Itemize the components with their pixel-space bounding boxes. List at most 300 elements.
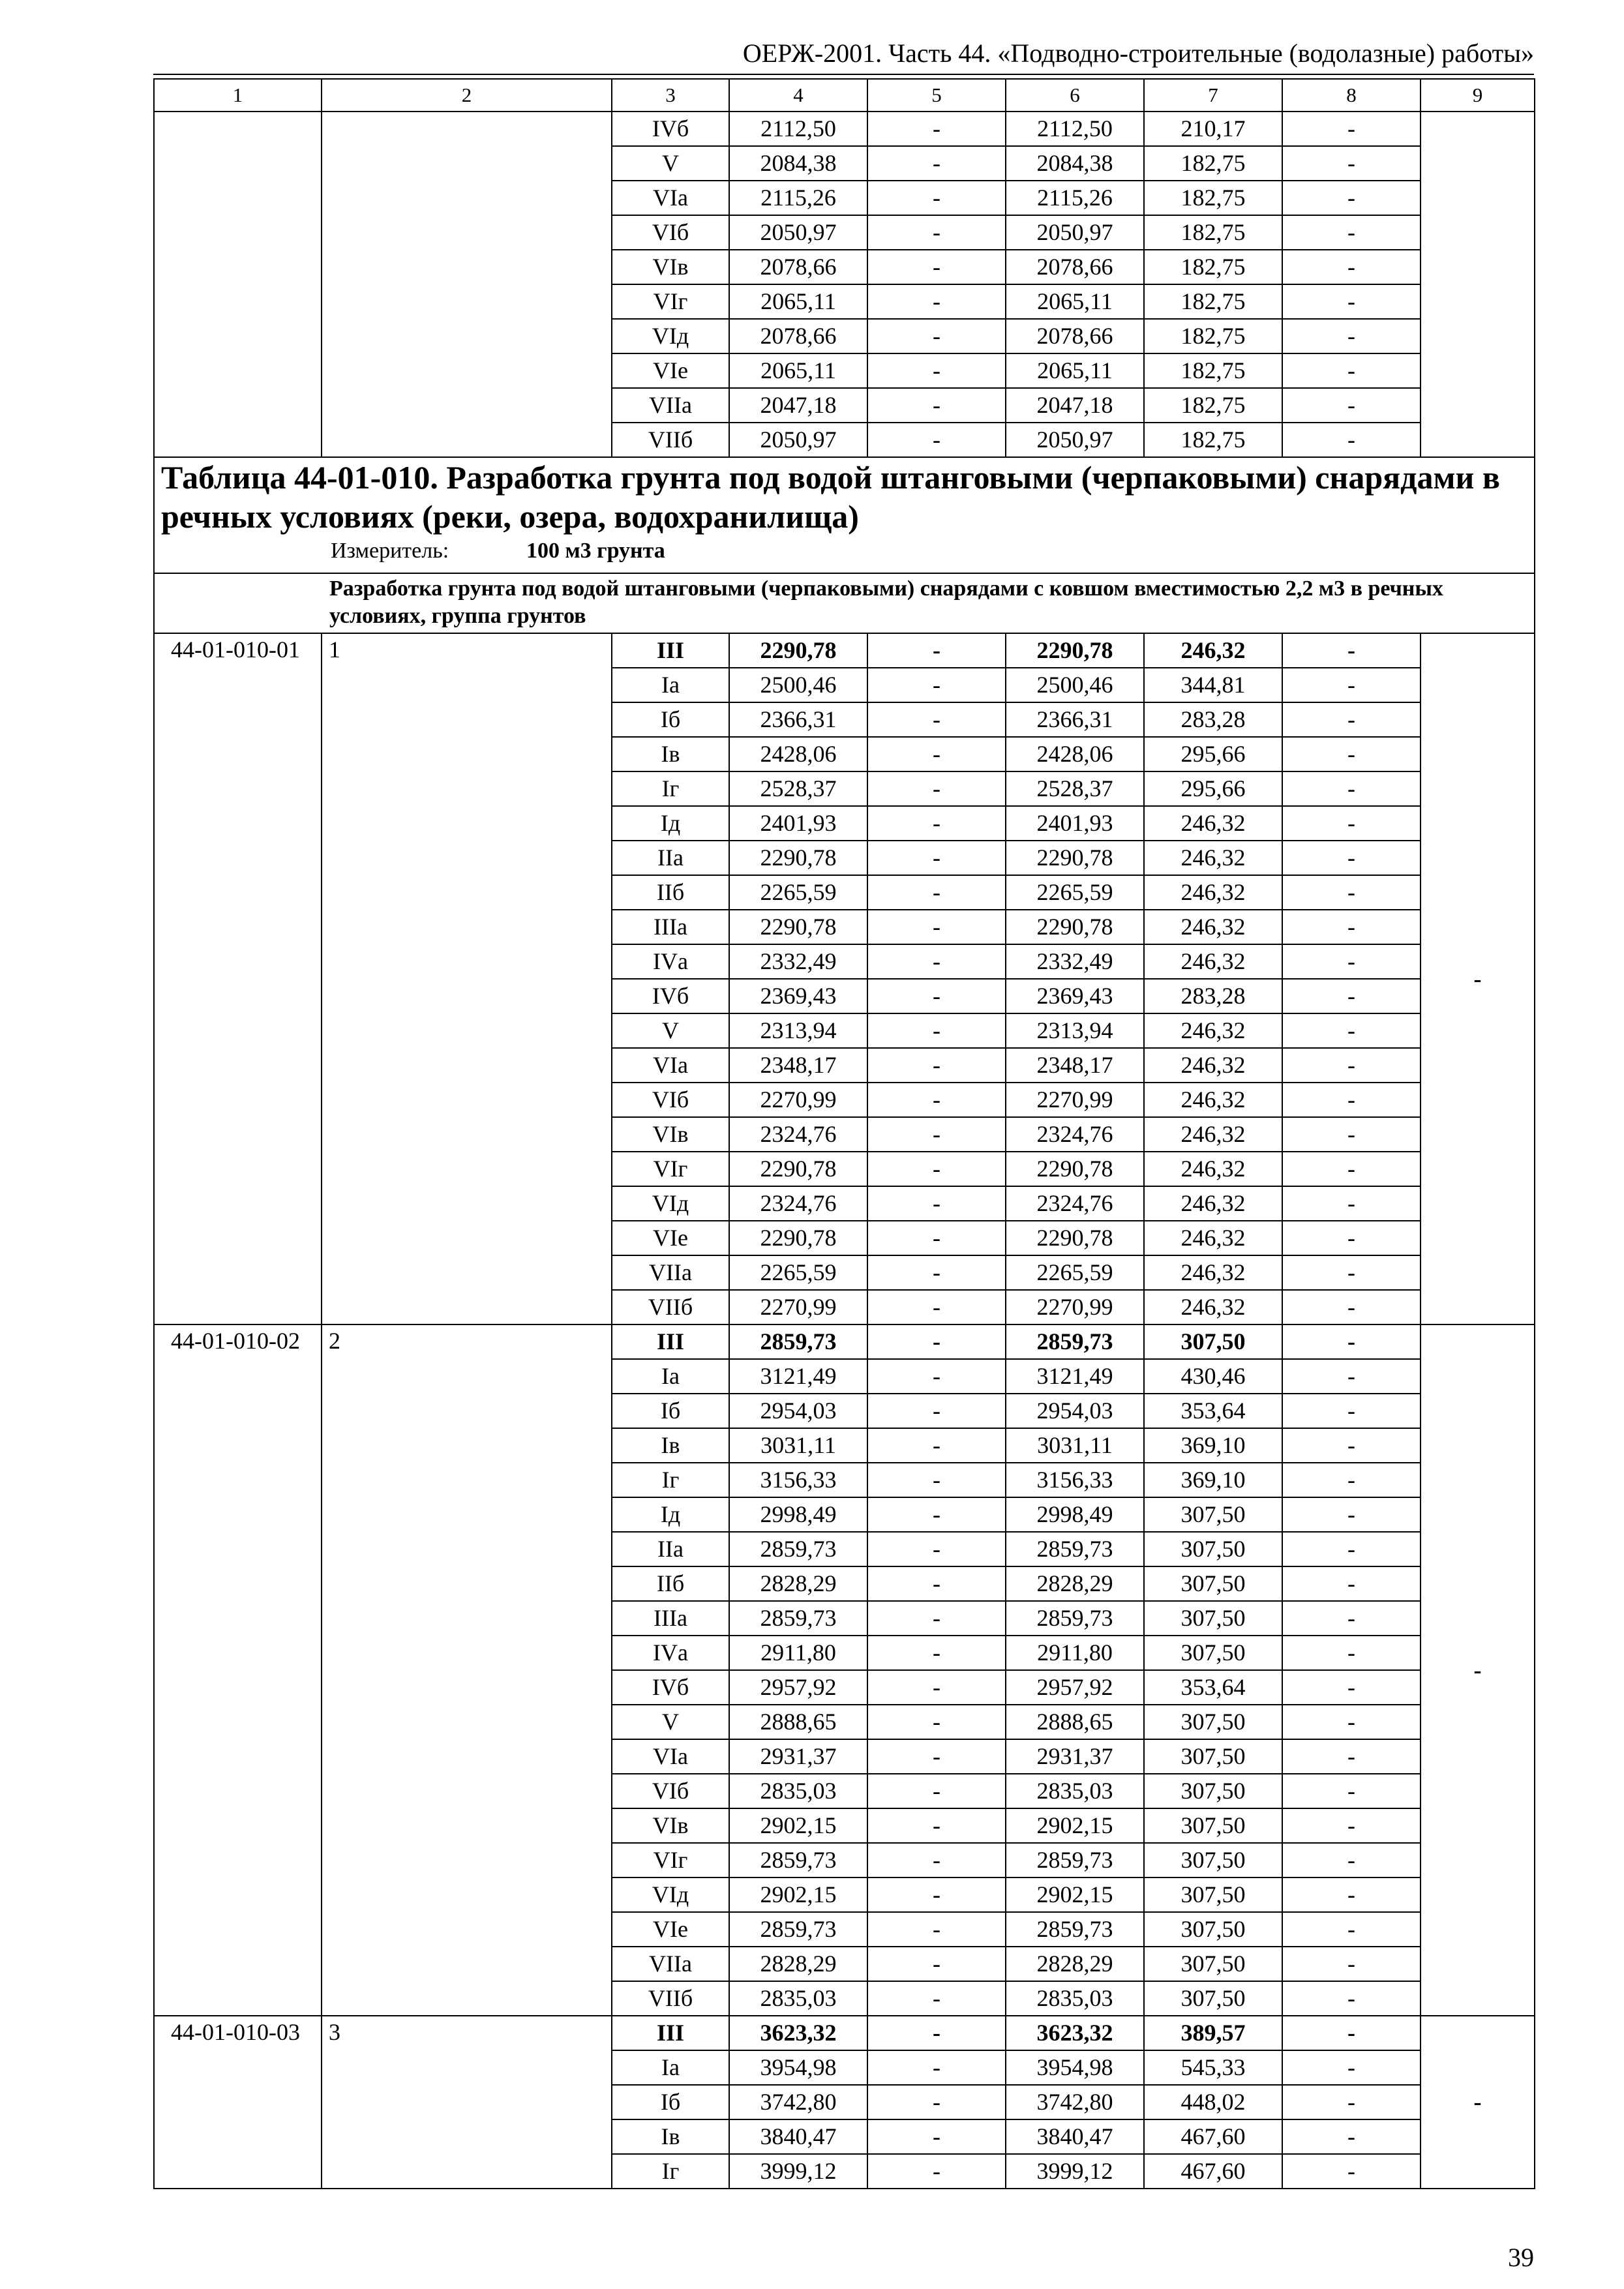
value-cell: -	[1282, 2050, 1421, 2085]
value-cell: 2835,03	[729, 1981, 867, 2016]
value-cell: -	[867, 1428, 1006, 1463]
value-cell: -	[867, 841, 1006, 875]
value-cell: -	[867, 1739, 1006, 1774]
value-cell: -	[867, 1083, 1006, 1117]
value-cell: 2954,03	[729, 1394, 867, 1428]
value-cell: 369,10	[1144, 1428, 1282, 1463]
value-cell: 2500,46	[729, 668, 867, 702]
value-cell: -	[867, 250, 1006, 284]
value-cell: 2078,66	[1006, 319, 1144, 353]
value-cell: 2065,11	[1006, 353, 1144, 388]
value-cell: 2528,37	[729, 771, 867, 806]
soil-group-cell: IVа	[612, 944, 729, 979]
value-cell: -	[1282, 1186, 1421, 1221]
value-cell: -	[867, 2154, 1006, 2189]
value-cell: 3156,33	[1006, 1463, 1144, 1497]
value-cell: 2112,50	[729, 112, 867, 146]
value-cell: 2369,43	[729, 979, 867, 1013]
value-cell: -	[1282, 771, 1421, 806]
value-cell: 3623,32	[729, 2016, 867, 2050]
value-cell: 2902,15	[729, 1808, 867, 1843]
value-cell: 246,32	[1144, 1152, 1282, 1186]
value-cell: 2112,50	[1006, 112, 1144, 146]
value-cell: 246,32	[1144, 1221, 1282, 1255]
value-cell: -	[1282, 1428, 1421, 1463]
value-cell: 3742,80	[1006, 2085, 1144, 2119]
value-cell: 307,50	[1144, 1566, 1282, 1601]
value-cell: 2859,73	[1006, 1324, 1144, 1359]
value-cell: 307,50	[1144, 1601, 1282, 1636]
soil-group-cell: Iб	[612, 1394, 729, 1428]
value-cell: 2888,65	[1006, 1705, 1144, 1739]
value-cell: 246,32	[1144, 1186, 1282, 1221]
value-cell: 2859,73	[1006, 1912, 1144, 1947]
column-number: 3	[612, 79, 729, 112]
value-cell: 2290,78	[729, 1152, 867, 1186]
soil-group-cell: VIа	[612, 181, 729, 215]
value-cell: 246,32	[1144, 806, 1282, 841]
soil-group-cell: III	[612, 633, 729, 668]
value-cell: -	[1282, 1636, 1421, 1670]
price-table	[153, 78, 1535, 2189]
value-cell: 246,32	[1144, 841, 1282, 875]
soil-group-cell: VIг	[612, 1843, 729, 1878]
value-cell: -	[1282, 702, 1421, 737]
value-cell: -	[867, 1843, 1006, 1878]
value-cell: 2265,59	[729, 1255, 867, 1290]
value-cell: -	[1282, 668, 1421, 702]
value-cell: -	[867, 1186, 1006, 1221]
value-cell: 2078,66	[729, 319, 867, 353]
value-cell: -	[867, 2119, 1006, 2154]
value-cell: -	[1282, 1843, 1421, 1878]
value-cell: 2290,78	[1006, 633, 1144, 668]
value-cell: -	[867, 1359, 1006, 1394]
value-cell: 182,75	[1144, 319, 1282, 353]
table-title-row	[154, 457, 1535, 573]
value-cell: -	[1282, 1601, 1421, 1636]
value-cell: -	[867, 910, 1006, 944]
soil-group-cell: Iа	[612, 668, 729, 702]
value-cell: -	[1282, 1497, 1421, 1532]
value-cell: 2313,94	[1006, 1013, 1144, 1048]
value-cell: 2065,11	[729, 353, 867, 388]
value-cell: 2835,03	[1006, 1981, 1144, 2016]
soil-group-cell: V	[612, 1013, 729, 1048]
soil-group-cell: Iд	[612, 806, 729, 841]
value-cell: -	[1282, 1152, 1421, 1186]
value-cell: 2998,49	[729, 1497, 867, 1532]
value-cell: 2931,37	[1006, 1739, 1144, 1774]
soil-group-cell: VIIа	[612, 388, 729, 423]
value-cell: 307,50	[1144, 1808, 1282, 1843]
value-cell: 2828,29	[1006, 1947, 1144, 1981]
value-cell: 2401,93	[729, 806, 867, 841]
value-cell: 2065,11	[729, 284, 867, 319]
value-cell: -	[1282, 1566, 1421, 1601]
value-cell: 3031,11	[1006, 1428, 1144, 1463]
value-cell: -	[1282, 1808, 1421, 1843]
value-cell: -	[867, 1601, 1006, 1636]
value-cell: -	[867, 1532, 1006, 1566]
value-cell: 246,32	[1144, 875, 1282, 910]
value-cell: 2265,59	[729, 875, 867, 910]
value-cell: -	[1282, 1221, 1421, 1255]
value-cell: 307,50	[1144, 1774, 1282, 1808]
value-cell: 182,75	[1144, 423, 1282, 457]
value-cell: 3840,47	[1006, 2119, 1144, 2154]
value-cell: -	[1282, 353, 1421, 388]
soil-group-cell: VIе	[612, 353, 729, 388]
value-cell: -	[1282, 319, 1421, 353]
value-cell: -	[867, 1705, 1006, 1739]
value-cell: 307,50	[1144, 1739, 1282, 1774]
value-cell: 307,50	[1144, 1532, 1282, 1566]
value-cell: -	[1282, 910, 1421, 944]
value-cell: 246,32	[1144, 1048, 1282, 1083]
value-cell: 2369,43	[1006, 979, 1144, 1013]
value-cell: 2348,17	[1006, 1048, 1144, 1083]
value-cell: -	[867, 388, 1006, 423]
soil-group-cell: Iб	[612, 2085, 729, 2119]
value-cell: 246,32	[1144, 1117, 1282, 1152]
soil-group-cell: VIIа	[612, 1255, 729, 1290]
value-cell: 295,66	[1144, 771, 1282, 806]
value-cell: 182,75	[1144, 250, 1282, 284]
value-cell: 2957,92	[729, 1670, 867, 1705]
value-cell: -	[1282, 1878, 1421, 1912]
value-cell: 2050,97	[729, 215, 867, 250]
value-cell: 2998,49	[1006, 1497, 1144, 1532]
value-cell: 448,02	[1144, 2085, 1282, 2119]
value-cell: 2050,97	[729, 423, 867, 457]
value-cell: 3121,49	[1006, 1359, 1144, 1394]
soil-group-cell: V	[612, 1705, 729, 1739]
value-cell: 2265,59	[1006, 1255, 1144, 1290]
soil-group-cell: Iа	[612, 2050, 729, 2085]
value-cell: 467,60	[1144, 2154, 1282, 2189]
value-cell: -	[867, 1048, 1006, 1083]
value-cell: -	[867, 1290, 1006, 1324]
value-cell: 2290,78	[1006, 841, 1144, 875]
value-cell: 307,50	[1144, 1843, 1282, 1878]
soil-group-cell: VIв	[612, 1808, 729, 1843]
value-cell: 2859,73	[729, 1324, 867, 1359]
value-cell: -	[1282, 112, 1421, 146]
value-cell: 2888,65	[729, 1705, 867, 1739]
value-cell: -	[1282, 1255, 1421, 1290]
value-cell: 246,32	[1144, 1083, 1282, 1117]
value-cell: 2290,78	[1006, 910, 1144, 944]
soil-group-cell: IVа	[612, 1636, 729, 1670]
value-cell: 246,32	[1144, 910, 1282, 944]
column-number-row	[154, 79, 1535, 112]
value-cell: 2324,76	[1006, 1186, 1144, 1221]
value-cell: 2957,92	[1006, 1670, 1144, 1705]
soil-group-cell: IIIа	[612, 910, 729, 944]
soil-group-cell: IIа	[612, 1532, 729, 1566]
value-cell: -	[1282, 1117, 1421, 1152]
soil-group-cell: IIа	[612, 841, 729, 875]
value-cell: 2050,97	[1006, 423, 1144, 457]
value-cell: 2065,11	[1006, 284, 1144, 319]
value-cell: -	[867, 737, 1006, 771]
value-cell: 2528,37	[1006, 771, 1144, 806]
value-cell: -	[867, 1670, 1006, 1705]
soil-group-cell: V	[612, 146, 729, 181]
soil-group-cell: VIа	[612, 1739, 729, 1774]
value-cell: -	[867, 2085, 1006, 2119]
value-cell: 2270,99	[729, 1290, 867, 1324]
soil-group-cell: VIб	[612, 215, 729, 250]
value-cell: 2332,49	[1006, 944, 1144, 979]
value-cell: 344,81	[1144, 668, 1282, 702]
value-cell: -	[1282, 423, 1421, 457]
soil-group-cell: VIд	[612, 319, 729, 353]
value-cell: 2270,99	[729, 1083, 867, 1117]
soil-group-cell: Iг	[612, 771, 729, 806]
table-row	[154, 1324, 1535, 1359]
value-cell: -	[867, 1774, 1006, 1808]
unit-line	[161, 536, 1534, 566]
value-cell: 467,60	[1144, 2119, 1282, 2154]
soil-group-cell: VIб	[612, 1083, 729, 1117]
value-cell: 545,33	[1144, 2050, 1282, 2085]
table-row	[154, 2016, 1535, 2050]
value-cell: 307,50	[1144, 1981, 1282, 2016]
value-cell: 2290,78	[1006, 1152, 1144, 1186]
soil-group-cell: VIIа	[612, 1947, 729, 1981]
value-cell: 2115,26	[1006, 181, 1144, 215]
value-cell: -	[1282, 1463, 1421, 1497]
name-cell: 2	[322, 1324, 612, 2016]
value-cell: 2835,03	[729, 1774, 867, 1808]
value-cell: 3623,32	[1006, 2016, 1144, 2050]
value-cell: -	[1282, 875, 1421, 910]
value-cell: 2902,15	[729, 1878, 867, 1912]
value-cell: -	[867, 702, 1006, 737]
value-cell: 182,75	[1144, 353, 1282, 388]
value-cell: -	[867, 1808, 1006, 1843]
soil-group-cell: VIг	[612, 1152, 729, 1186]
value-cell: 210,17	[1144, 112, 1282, 146]
header-rule	[153, 74, 1534, 75]
value-cell: -	[867, 1394, 1006, 1428]
value-cell: 246,32	[1144, 1255, 1282, 1290]
value-cell: -	[867, 1981, 1006, 2016]
value-cell: 3999,12	[729, 2154, 867, 2189]
soil-group-cell: Iб	[612, 702, 729, 737]
value-cell: 307,50	[1144, 1947, 1282, 1981]
value-cell: 2348,17	[729, 1048, 867, 1083]
value-cell: -	[1282, 2154, 1421, 2189]
column-number: 1	[154, 79, 322, 112]
value-cell: 2902,15	[1006, 1878, 1144, 1912]
value-cell: 2324,76	[1006, 1117, 1144, 1152]
value-cell: -	[867, 319, 1006, 353]
value-cell: 2078,66	[729, 250, 867, 284]
soil-group-cell: VIб	[612, 1774, 729, 1808]
value-cell: -	[867, 423, 1006, 457]
soil-group-cell: VIIб	[612, 1981, 729, 2016]
value-cell: -	[1282, 215, 1421, 250]
value-cell: 2290,78	[729, 1221, 867, 1255]
soil-group-cell: VIв	[612, 1117, 729, 1152]
soil-group-cell: VIIб	[612, 423, 729, 457]
value-cell: 307,50	[1144, 1705, 1282, 1739]
soil-group-cell: VIе	[612, 1221, 729, 1255]
value-cell: 246,32	[1144, 944, 1282, 979]
table-body	[154, 79, 1535, 2189]
value-cell: 182,75	[1144, 146, 1282, 181]
value-cell: 2859,73	[729, 1912, 867, 1947]
value-cell: 2290,78	[729, 841, 867, 875]
value-cell: 2902,15	[1006, 1808, 1144, 1843]
value-cell: 2911,80	[1006, 1636, 1144, 1670]
value-cell: 2859,73	[1006, 1843, 1144, 1878]
value-cell: 246,32	[1144, 1013, 1282, 1048]
code-cell	[154, 112, 322, 457]
table-row	[154, 112, 1535, 146]
value-cell: -	[1282, 2016, 1421, 2050]
value-cell: -	[1282, 1912, 1421, 1947]
value-cell: -	[867, 633, 1006, 668]
value-cell: -	[1282, 1774, 1421, 1808]
value-cell: 2290,78	[729, 633, 867, 668]
code-cell: 44-01-010-02	[154, 1324, 322, 2016]
soil-group-cell: Iа	[612, 1359, 729, 1394]
soil-group-cell: VIг	[612, 284, 729, 319]
value-cell: -	[867, 875, 1006, 910]
value-cell: 307,50	[1144, 1912, 1282, 1947]
value-cell: 182,75	[1144, 284, 1282, 319]
value-cell: -	[1282, 1013, 1421, 1048]
value-cell: -	[867, 1324, 1006, 1359]
soil-group-cell: Iв	[612, 737, 729, 771]
value-cell: -	[867, 181, 1006, 215]
value-cell: 182,75	[1144, 215, 1282, 250]
value-cell: 2324,76	[729, 1186, 867, 1221]
column-number: 7	[1144, 79, 1282, 112]
value-cell: 2835,03	[1006, 1774, 1144, 1808]
value-cell: 3954,98	[1006, 2050, 1144, 2085]
value-cell: -	[867, 771, 1006, 806]
value-cell: -	[867, 944, 1006, 979]
value-cell: -	[867, 1013, 1006, 1048]
value-cell: 389,57	[1144, 2016, 1282, 2050]
value-cell: -	[1282, 146, 1421, 181]
total-cell: -	[1421, 1324, 1535, 2016]
soil-group-cell: VIIб	[612, 1290, 729, 1324]
unit-value: 100 м3 грунта	[526, 539, 665, 563]
value-cell: -	[867, 806, 1006, 841]
soil-group-cell: IVб	[612, 1670, 729, 1705]
soil-group-cell: III	[612, 1324, 729, 1359]
soil-group-cell: IVб	[612, 979, 729, 1013]
soil-group-cell: VIв	[612, 250, 729, 284]
value-cell: 2270,99	[1006, 1083, 1144, 1117]
value-cell: 2290,78	[1006, 1221, 1144, 1255]
value-cell: 307,50	[1144, 1878, 1282, 1912]
value-cell: -	[1282, 2119, 1421, 2154]
value-cell: 2859,73	[729, 1532, 867, 1566]
soil-group-cell: VIд	[612, 1186, 729, 1221]
value-cell: -	[867, 2050, 1006, 2085]
value-cell: -	[1282, 1394, 1421, 1428]
total-cell: -	[1421, 633, 1535, 1324]
value-cell: 2047,18	[1006, 388, 1144, 423]
value-cell: -	[867, 215, 1006, 250]
value-cell: -	[867, 2016, 1006, 2050]
value-cell: -	[1282, 2085, 1421, 2119]
value-cell: -	[1282, 1048, 1421, 1083]
value-cell: -	[867, 146, 1006, 181]
value-cell: -	[1282, 1083, 1421, 1117]
value-cell: 2859,73	[729, 1843, 867, 1878]
soil-group-cell: Iв	[612, 2119, 729, 2154]
value-cell: -	[1282, 841, 1421, 875]
value-cell: 3121,49	[729, 1359, 867, 1394]
soil-group-cell: III	[612, 2016, 729, 2050]
value-cell: 307,50	[1144, 1497, 1282, 1532]
value-cell: 353,64	[1144, 1394, 1282, 1428]
value-cell: 307,50	[1144, 1324, 1282, 1359]
value-cell: -	[867, 1255, 1006, 1290]
soil-group-cell: Iд	[612, 1497, 729, 1532]
value-cell: -	[1282, 944, 1421, 979]
value-cell: -	[1282, 1947, 1421, 1981]
soil-group-cell: IIб	[612, 1566, 729, 1601]
value-cell: 2428,06	[1006, 737, 1144, 771]
value-cell: 2366,31	[1006, 702, 1144, 737]
table-row	[154, 633, 1535, 668]
page-number: 39	[1508, 2243, 1534, 2272]
value-cell: -	[867, 668, 1006, 702]
table-title: Таблица 44-01-010. Разработка грунта под водой штанговыми (черпаковыми) снарядами в речных условиях (реки, озера, водохранилища)	[161, 459, 1500, 535]
code-cell: 44-01-010-01	[154, 633, 322, 1324]
soil-group-cell: Iг	[612, 2154, 729, 2189]
table-subtitle: Разработка грунта под водой штанговыми (черпаковыми) снарядами с ковшом вместимостью 2,2 м3 в речных условиях, группа грунтов	[154, 573, 1535, 633]
value-cell: -	[1282, 979, 1421, 1013]
value-cell: 369,10	[1144, 1463, 1282, 1497]
value-cell: -	[867, 284, 1006, 319]
value-cell: 2911,80	[729, 1636, 867, 1670]
value-cell: -	[867, 1878, 1006, 1912]
value-cell: 2084,38	[729, 146, 867, 181]
value-cell: -	[867, 1947, 1006, 1981]
value-cell: 3742,80	[729, 2085, 867, 2119]
value-cell: 3840,47	[729, 2119, 867, 2154]
value-cell: 2324,76	[729, 1117, 867, 1152]
value-cell: -	[867, 1221, 1006, 1255]
value-cell: 2115,26	[729, 181, 867, 215]
value-cell: -	[867, 1463, 1006, 1497]
value-cell: -	[867, 1636, 1006, 1670]
value-cell: 2078,66	[1006, 250, 1144, 284]
value-cell: 2859,73	[729, 1601, 867, 1636]
soil-group-cell: VIд	[612, 1878, 729, 1912]
value-cell: 2828,29	[729, 1947, 867, 1981]
soil-group-cell: IVб	[612, 112, 729, 146]
value-cell: -	[1282, 1324, 1421, 1359]
column-number: 8	[1282, 79, 1421, 112]
value-cell: -	[867, 1566, 1006, 1601]
page-header: ОЕРЖ-2001. Часть 44. «Подводно-строительные (водолазные) работы»	[742, 38, 1534, 68]
value-cell: 430,46	[1144, 1359, 1282, 1394]
value-cell: -	[867, 1912, 1006, 1947]
value-cell: 353,64	[1144, 1670, 1282, 1705]
value-cell: -	[1282, 1981, 1421, 2016]
